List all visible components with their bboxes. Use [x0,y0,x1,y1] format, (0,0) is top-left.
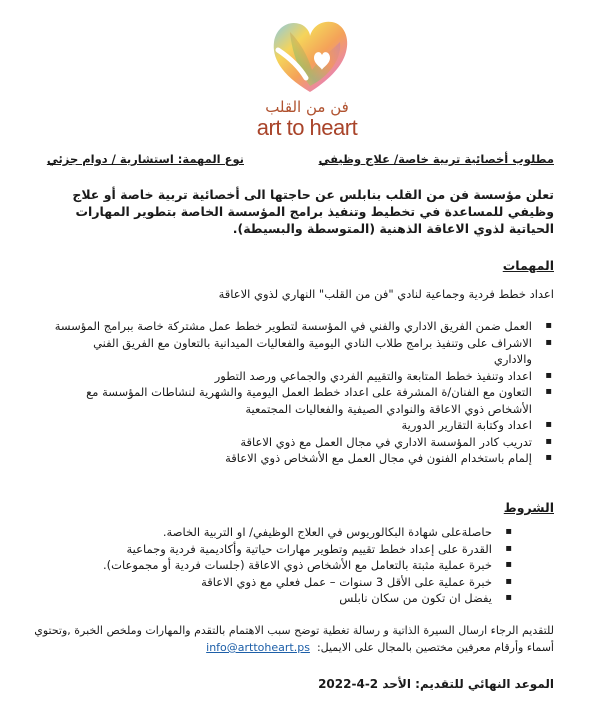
tasks-list [54,318,554,467]
task-item: ▪ الاشراف على وتنفيذ برامج طلاب النادي اليومية والفعاليات الميدانية بالتعاون مع الفريق الفني والاداري [54,335,554,368]
logo-english-name: art to heart [256,115,358,140]
job-type: نوع المهمة: استشارية / دوام جزئي [46,152,244,166]
tasks-lead: اعداد خطط فردية وجماعية لنادي "فن من القلب" النهاري لذوي الاعاقة [218,287,554,301]
deadline: الموعد النهائي للتقديم: الأحد 2-4-2022 [318,677,554,691]
conditions-heading: الشروط [503,500,554,515]
task-item: ▪ إلمام باستخدام الفنون في مجال العمل مع الأشخاص ذوي الاعاقة [54,450,554,467]
application-instructions [14,622,554,656]
task-item: ▪ العمل ضمن الفريق الاداري والفني في المؤسسة لتطوير خطط عمل مشتركة خاصة ببرامج المؤسسة [54,318,554,335]
email-link[interactable]: info@arttoheart.ps [206,641,310,654]
painted-heart-logo-icon [270,12,350,96]
condition-item: ▪ القدرة على إعداد خطط تقييم وتطوير مهارات حياتية وأكاديمية فردية وجماعية [94,541,514,558]
task-item: ▪ تدريب كادر المؤسسة الاداري في مجال العمل مع ذوي الاعاقة [54,434,554,451]
logo-arabic-name: فن من القلب [265,98,349,116]
condition-item: ▪ يفضل ان تكون من سكان نابلس [94,590,514,607]
condition-item: ▪ حاصلةعلى شهادة البكالوريوس في العلاج الوظيفي/ او التربية الخاصة. [94,524,514,541]
task-item: ▪ التعاون مع الفنان/ة المشرفة على اعداد خطط العمل اليومية والشهرية لنشاطات المؤسسة مع الأشخاص ذوي الاعاقة والنوادي الصيفية والفعاليات المجتمعية [54,384,554,417]
job-title: مطلوب أخصائية تربية خاصة/ علاج وظيفي [318,152,554,166]
task-item: ▪ اعداد وتنفيذ خطط المتابعة والتقييم الفردي والجماعي ورصد التطور [54,368,554,385]
intro-paragraph: تعلن مؤسسة فن من القلب بنابلس عن حاجتها الى أخصائية تربية خاصة أو علاج وظيفي للمساعدة في تخطيط وتنفيذ برامج المؤسسة الخاصة بتطوير المهارات الحياتية لذوي الاعاقة الذهنية (المتوسطة والبسيطة). [72,187,554,236]
condition-item: ▪ خبرة عملية على الأقل 3 سنوات – عمل فعلي مع ذوي الاعاقة [94,574,514,591]
task-item: ▪ اعداد وكتابة التقارير الدورية [54,417,554,434]
conditions-list [94,524,514,607]
tasks-heading: المهمات [502,258,554,273]
condition-item: ▪ خبرة عملية مثبتة بالتعامل مع الأشخاص ذوي الاعاقة (جلسات فردية أو مجموعات). [94,557,514,574]
application-text: للتقديم الرجاء ارسال السيرة الذاتية و رسالة تغطية توضح سبب الاهتمام بالتقدم والمهارات وملخص الخبرة ,وتحتوي أسماء وأرقام معرفين مختصين بالمجال على الايميل: [34,624,554,654]
